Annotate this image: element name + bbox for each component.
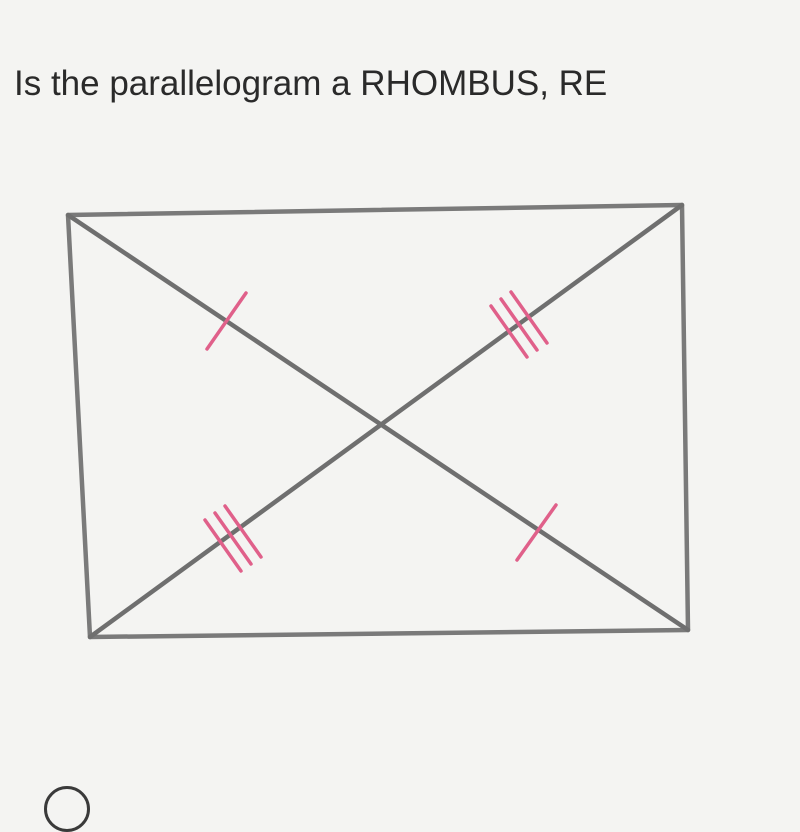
diagonal-bottom-left-to-top-right xyxy=(90,205,682,637)
diagonal-top-left-to-bottom-right xyxy=(68,215,688,630)
question-text: Is the parallelogram a RHOMBUS, RE xyxy=(14,64,608,103)
radio-circle-icon[interactable] xyxy=(44,786,90,832)
triple-tick-mark-upper-right xyxy=(491,292,547,357)
single-tick-mark-lower-right xyxy=(517,505,556,560)
single-tick-mark-upper-left xyxy=(207,293,246,349)
